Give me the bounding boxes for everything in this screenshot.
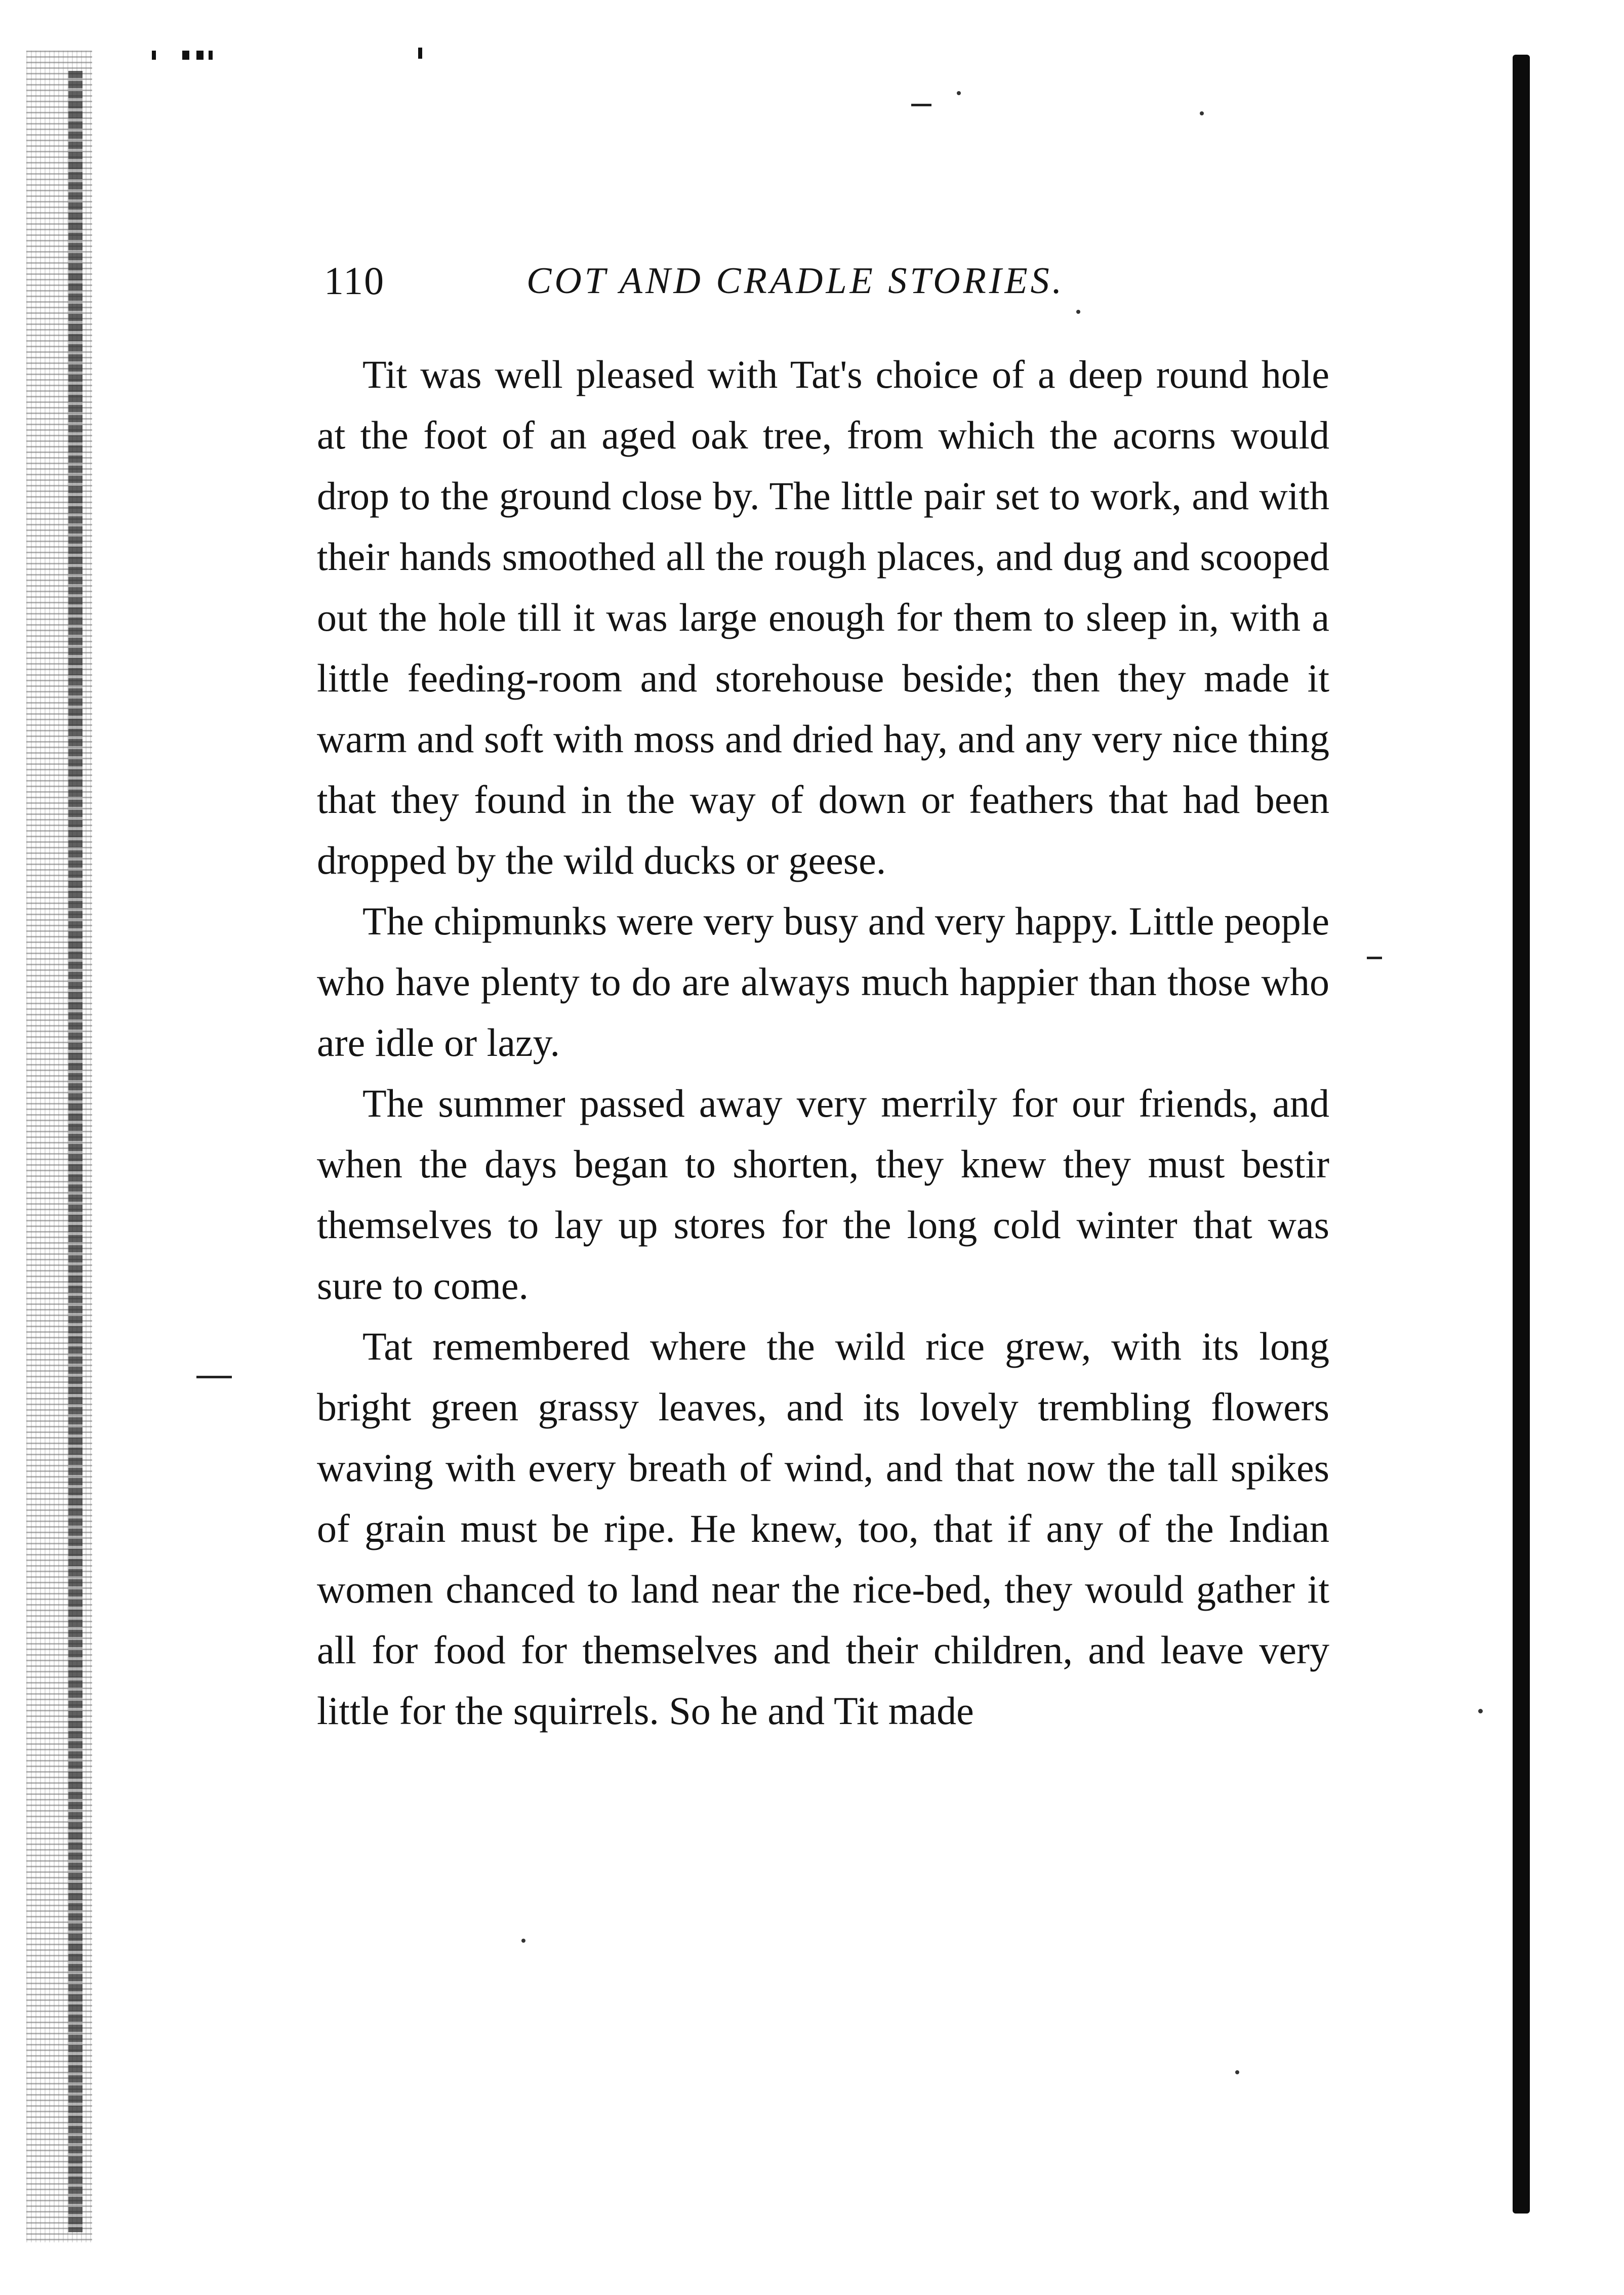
page-number: 110 xyxy=(324,259,385,303)
scan-speck xyxy=(957,91,961,95)
scan-dash xyxy=(196,1376,232,1378)
scan-dash xyxy=(1367,957,1382,959)
scan-speck xyxy=(1200,111,1204,115)
running-title: COT AND CRADLE STORIES. xyxy=(526,260,1065,302)
paragraph: The summer passed away very merrily for our friends, and when the days began to shorten, they knew they must bestir themselves to lay up stores for the long cold winter that was sure to come. xyxy=(317,1081,1329,1307)
right-page-edge xyxy=(1513,55,1530,2214)
paragraph: The chipmunks were very busy and very happy. Little people who have plenty to do are always much happier than those who are idle or lazy. xyxy=(317,899,1329,1064)
top-scan-mark xyxy=(209,51,213,60)
scan-speck xyxy=(1478,1709,1483,1713)
top-scan-mark xyxy=(182,51,189,60)
top-scan-mark xyxy=(418,48,422,59)
scan-dash xyxy=(911,104,931,106)
paragraph: Tat remembered where the wild rice grew, with its long bright green grassy leaves, and its lovely trembling flowers waving with every breath of wind, and that now the tall spikes of grain must be ripe. He knew, too, that if any of the Indian women chanced to land near the rice-bed, they would gather it all for food for themselves and their children, and leave very little for the squirrels. So he and Tit made xyxy=(317,1324,1329,1733)
scan-speck xyxy=(521,1939,525,1943)
running-head xyxy=(0,253,1624,314)
top-scan-mark xyxy=(196,51,204,60)
paragraph: Tit was well pleased with Tat's choice of a deep round hole at the foot of an aged oak tree, from which the acorns would drop to the ground close by. The little pair set to work, and with their hands smoothed all the rough places, and dug and scooped out the hole till it was large enough for them to sleep in, with a little feeding-room and storehouse beside; then they made it warm and soft with moss and dried hay, and any very nice thing that they found in the way of down or feathers that had been dropped by the wild ducks or geese. xyxy=(317,352,1329,882)
body-text xyxy=(317,344,1329,1741)
left-gutter-binding xyxy=(68,71,83,2232)
top-scan-mark xyxy=(152,51,156,60)
scan-speck xyxy=(1235,2070,1239,2074)
